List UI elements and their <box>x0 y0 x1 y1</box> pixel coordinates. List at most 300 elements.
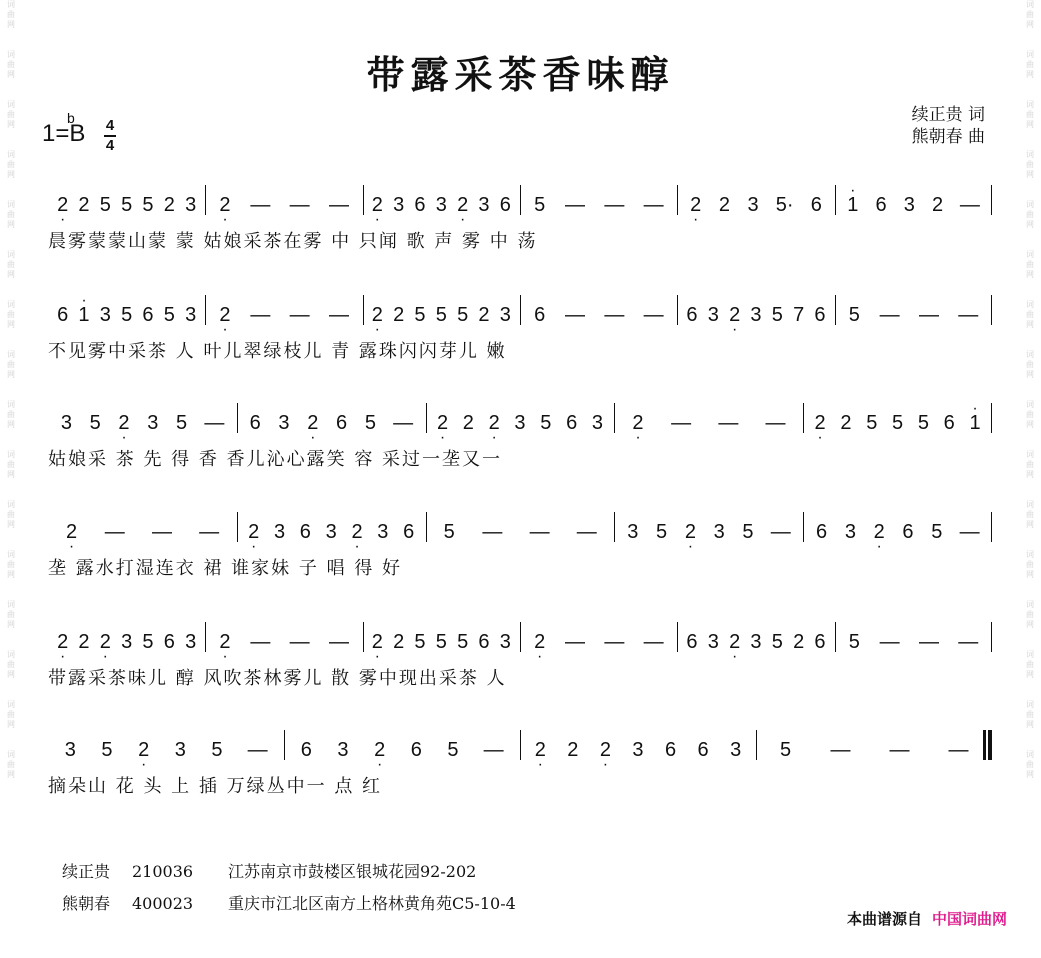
contact-row: 续正贵 210036 江苏南京市鼓楼区银城花园92-202 <box>62 862 477 881</box>
note: 6 <box>534 303 546 326</box>
note: 3 <box>713 520 725 543</box>
hold-dash: — <box>289 193 310 216</box>
watermark-text: 词 曲 网 <box>1026 350 1034 379</box>
note: 3 <box>60 411 72 434</box>
measure <box>367 295 516 335</box>
note: 3 <box>121 630 133 653</box>
score-row <box>48 403 992 470</box>
hold-dash: — <box>879 303 900 326</box>
note: 2 <box>478 303 490 326</box>
watermark-text: 词 曲 网 <box>7 300 15 329</box>
score-row <box>48 730 992 797</box>
hold-dash: — <box>643 193 664 216</box>
hold-dash: — <box>289 630 310 653</box>
barline <box>677 622 678 652</box>
measure <box>760 730 988 770</box>
watermark-text: 词 曲 网 <box>1026 250 1034 279</box>
time-signature-bottom: 4 <box>105 137 115 154</box>
measure <box>839 295 988 335</box>
flat-symbol: b <box>67 110 75 126</box>
measure <box>367 622 516 662</box>
barline <box>363 622 364 652</box>
barline <box>363 295 364 325</box>
note: 2 · <box>99 631 111 654</box>
hold-dash: — <box>289 303 310 326</box>
note: 2 · <box>729 304 741 327</box>
barline <box>991 512 992 542</box>
watermark-text: 词 曲 网 <box>7 400 15 429</box>
note: 2 · <box>690 194 702 217</box>
note: 5 <box>99 193 111 216</box>
note: 2 <box>78 630 90 653</box>
note: 2 <box>393 630 405 653</box>
note: · 1 <box>969 412 981 435</box>
barline <box>677 295 678 325</box>
hold-dash: — <box>576 520 597 543</box>
measure <box>241 403 422 443</box>
watermark-text: 词 曲 网 <box>7 150 15 179</box>
hold-dash: — <box>918 303 939 326</box>
hold-dash: — <box>250 193 271 216</box>
note: 2 · <box>534 739 546 762</box>
time-signature <box>104 118 116 154</box>
key-prefix: 1= <box>42 120 70 147</box>
watermark-text: 词 曲 网 <box>1026 50 1034 79</box>
watermark-text: 词 曲 网 <box>1026 450 1034 479</box>
note: 3 <box>278 411 290 434</box>
note: 2 · <box>632 412 644 435</box>
barline <box>205 295 206 325</box>
watermark-text: 词 曲 网 <box>7 550 15 579</box>
notation-line <box>48 622 992 662</box>
note: 6 <box>410 738 422 761</box>
note: 2 · <box>371 194 383 217</box>
barline <box>284 730 285 760</box>
note: 2 <box>393 303 405 326</box>
watermark-strip-right <box>1021 0 1039 958</box>
note: 6 <box>875 193 887 216</box>
note: 3 <box>273 520 286 543</box>
hold-dash: — <box>770 520 791 543</box>
note: 5 <box>101 738 113 761</box>
note: 3 <box>730 738 742 761</box>
hold-dash: — <box>830 738 851 761</box>
note: 2 · <box>351 521 363 544</box>
measure <box>524 622 673 662</box>
note: 6 <box>414 193 426 216</box>
hold-dash: — <box>328 630 349 653</box>
note: 3 <box>325 520 337 543</box>
note: 2 <box>793 630 805 653</box>
hold-dash: — <box>643 303 664 326</box>
watermark-text: 词 曲 网 <box>7 750 15 779</box>
watermark-text: 词 曲 网 <box>1026 150 1034 179</box>
note: 5 <box>892 411 904 434</box>
notation-line <box>48 403 992 443</box>
note: 2 · <box>729 631 741 654</box>
note: 5 <box>443 520 455 543</box>
notation-line <box>48 512 992 552</box>
note: 5 <box>848 630 860 653</box>
note: 7 <box>793 303 805 326</box>
measure <box>52 730 280 770</box>
measure <box>52 295 201 335</box>
hold-dash: — <box>765 411 786 434</box>
watermark-text: 词 曲 网 <box>7 450 15 479</box>
note: 3 <box>64 738 76 761</box>
hold-dash: — <box>564 630 585 653</box>
measure <box>430 403 611 443</box>
note: 3 <box>499 630 511 653</box>
watermark-strip-left <box>2 0 20 958</box>
barline <box>614 512 615 542</box>
note: 6 <box>566 411 578 434</box>
note: 5 <box>89 411 101 434</box>
note: 6 <box>57 303 69 326</box>
note: 6 <box>697 738 709 761</box>
watermark-text: 词 曲 网 <box>1026 700 1034 729</box>
watermark-text: 词 曲 网 <box>7 250 15 279</box>
hold-dash: — <box>643 630 664 653</box>
note: 2 · <box>371 631 383 654</box>
note: 3 <box>844 520 856 543</box>
notation-line <box>48 185 992 225</box>
watermark-text: 词 曲 网 <box>7 100 15 129</box>
watermark-text: 词 曲 网 <box>1026 600 1034 629</box>
barline <box>756 730 757 760</box>
source-site-link[interactable]: 中国词曲网 <box>931 910 1007 928</box>
measure <box>618 403 799 443</box>
measure <box>430 512 611 552</box>
lyric-line: 垄 露水打湿连衣 裙 谁家妹 子 唱 得 好 <box>48 558 403 579</box>
barline <box>991 295 992 325</box>
measure <box>807 512 988 552</box>
score-row <box>48 512 992 579</box>
barline <box>520 730 521 760</box>
note: 5 <box>414 303 426 326</box>
score-row <box>48 185 992 252</box>
watermark-text: 词 曲 网 <box>7 500 15 529</box>
hold-dash: — <box>393 411 414 434</box>
note: 2 · <box>219 304 231 327</box>
note: 2 <box>163 193 175 216</box>
hold-dash: — <box>151 520 172 543</box>
measure <box>524 295 673 335</box>
lyric-line: 晨雾蒙蒙山蒙 蒙 姑娘采茶在雾 中 只闻 歌 声 雾 中 荡 <box>48 231 538 252</box>
note: 5 <box>163 303 175 326</box>
note: 6 <box>499 193 511 216</box>
note: 3 <box>707 303 719 326</box>
barline <box>205 622 206 652</box>
watermark-text: 词 曲 网 <box>7 600 15 629</box>
note: 5 <box>364 411 376 434</box>
note: 2 · <box>307 412 319 435</box>
watermark-text: 词 曲 网 <box>1026 500 1034 529</box>
note: 2 · <box>57 631 69 654</box>
note: 6 <box>299 520 311 543</box>
barline <box>237 403 238 433</box>
barline <box>677 185 678 215</box>
measure <box>681 185 830 225</box>
hold-dash: — <box>564 193 585 216</box>
measure <box>52 622 201 662</box>
note: 2 <box>718 193 730 216</box>
note: 2 · <box>66 521 78 544</box>
barline <box>520 295 521 325</box>
hold-dash: — <box>958 303 979 326</box>
hold-dash: — <box>671 411 692 434</box>
note: 5 <box>917 411 929 434</box>
note: 3 <box>185 193 197 216</box>
watermark-text: 词 曲 网 <box>1026 0 1034 29</box>
note: 5 <box>121 193 133 216</box>
contact-row: 熊朝春 400023 重庆市江北区南方上格林黄角苑C5-10-4 <box>62 894 516 913</box>
note: 2 <box>567 738 579 761</box>
note: 6 <box>814 630 826 653</box>
note: 5 <box>121 303 133 326</box>
watermark-text: 词 曲 网 <box>7 350 15 379</box>
note: 6 <box>478 630 490 653</box>
watermark-text: 词 曲 网 <box>1026 100 1034 129</box>
barline <box>520 185 521 215</box>
measure <box>618 512 799 552</box>
watermark-text: 词 曲 网 <box>7 650 15 679</box>
note: 6 <box>814 303 826 326</box>
note: 2 · <box>374 739 386 762</box>
hold-dash: — <box>959 193 980 216</box>
score-row <box>48 295 992 362</box>
note: 2 · <box>57 194 69 217</box>
hold-dash: — <box>482 520 503 543</box>
note: 6 <box>943 411 955 434</box>
note: 5 <box>435 303 447 326</box>
barline <box>835 622 836 652</box>
lyricist-credit: 续正贵 词 <box>911 105 985 125</box>
lyric-line: 带露采茶味儿 醇 风吹茶林雾儿 散 雾中现出采茶 人 <box>48 668 507 689</box>
hold-dash: — <box>604 630 625 653</box>
hold-dash: — <box>204 411 225 434</box>
notation-line <box>48 295 992 335</box>
measure <box>367 185 516 225</box>
notation-line <box>48 730 992 770</box>
measure <box>839 622 988 662</box>
note: 3 <box>174 738 186 761</box>
hold-dash: — <box>328 303 349 326</box>
barline <box>991 403 992 433</box>
barline <box>426 512 427 542</box>
note: 3 <box>478 193 490 216</box>
note: 5 <box>142 630 154 653</box>
barline <box>614 403 615 433</box>
watermark-text: 词 曲 网 <box>7 0 15 29</box>
measure <box>209 295 358 335</box>
note: 5 <box>414 630 426 653</box>
note: 2 · <box>219 194 231 217</box>
hold-dash: — <box>483 738 504 761</box>
hold-dash: — <box>604 303 625 326</box>
note: 2 · <box>138 739 150 762</box>
watermark-text: 词 曲 网 <box>1026 650 1034 679</box>
note: 3 <box>499 303 511 326</box>
watermark-text: 词 曲 网 <box>7 50 15 79</box>
measure <box>209 185 358 225</box>
lyric-line: 姑娘采 茶 先 得 香 香儿沁心露笑 容 采过一垄又一 <box>48 449 503 470</box>
barline <box>803 403 804 433</box>
watermark-text: 词 曲 网 <box>7 700 15 729</box>
note: 2 · <box>248 521 260 544</box>
note: 3 <box>632 738 644 761</box>
note: 2 · <box>814 412 826 435</box>
note: 5 <box>447 738 459 761</box>
note: 6 <box>300 738 312 761</box>
lyric-line: 不见雾中采茶 人 叶儿翠绿枝儿 青 露珠闪闪芽儿 嫩 <box>48 341 507 362</box>
barline <box>991 185 992 215</box>
watermark-text: 词 曲 网 <box>1026 300 1034 329</box>
note: 3 <box>750 303 762 326</box>
note: 3 <box>591 411 604 434</box>
note: 3 <box>707 630 719 653</box>
note: 5 <box>742 520 754 543</box>
note: 6 <box>249 411 261 434</box>
measure <box>52 185 201 225</box>
note: 3 <box>377 520 389 543</box>
note: 5 <box>656 520 668 543</box>
note: 5 <box>435 630 447 653</box>
note: 2 <box>78 193 90 216</box>
measure <box>524 185 673 225</box>
barline <box>426 403 427 433</box>
final-barline <box>986 730 992 760</box>
barline <box>835 295 836 325</box>
hold-dash: — <box>604 193 625 216</box>
note: 6 <box>664 738 677 761</box>
watermark-text: 词 曲 网 <box>1026 200 1034 229</box>
measure <box>807 403 988 443</box>
source-note: 本曲谱源自 中国词曲网 <box>846 910 1007 928</box>
hold-dash: — <box>959 520 980 543</box>
note: 5 <box>779 738 792 761</box>
note: 3 <box>747 193 759 216</box>
note: 3 <box>393 193 405 216</box>
note: 3 <box>337 738 349 761</box>
note: 3 <box>147 411 159 434</box>
barline <box>237 512 238 542</box>
barline <box>835 185 836 215</box>
measure <box>288 730 516 770</box>
hold-dash: — <box>918 630 939 653</box>
note: 2 · <box>488 412 500 435</box>
measure <box>52 403 233 443</box>
note: 5 <box>457 630 469 653</box>
measure <box>681 622 830 662</box>
note: 5 <box>931 520 943 543</box>
hold-dash: — <box>328 193 349 216</box>
note: 3 <box>185 303 197 326</box>
measure <box>209 622 358 662</box>
measure <box>241 512 422 552</box>
note: 3 <box>99 303 111 326</box>
hold-dash: — <box>879 630 900 653</box>
contact-block <box>62 856 516 920</box>
credits <box>912 104 985 148</box>
note: 5 <box>540 411 552 434</box>
measure <box>52 512 233 552</box>
note: 3 <box>185 630 197 653</box>
note: · 1 <box>78 304 90 327</box>
lyric-line: 摘朵山 花 头 上 插 万绿丛中一 点 红 <box>48 776 383 797</box>
note: · 1 <box>847 194 859 217</box>
note: 5 <box>771 630 783 653</box>
note: 6 <box>810 193 822 216</box>
note: 2 · <box>684 521 696 544</box>
note: 2 <box>840 411 852 434</box>
note: 2 · <box>599 739 611 762</box>
note: 2 <box>932 193 944 216</box>
note: 6 <box>403 520 415 543</box>
measure <box>839 185 988 225</box>
note: 3 <box>514 411 526 434</box>
note: 3 <box>435 193 447 216</box>
note: 2 <box>462 411 474 434</box>
hold-dash: — <box>529 520 550 543</box>
note: 2 · <box>873 521 885 544</box>
barline <box>520 622 521 652</box>
note: 6 <box>163 630 175 653</box>
note: 5 <box>211 738 223 761</box>
note: 2 · <box>371 304 383 327</box>
note: 6 <box>142 303 154 326</box>
barline <box>991 622 992 652</box>
watermark-text: 词 曲 网 <box>1026 750 1034 779</box>
note: 2 · <box>219 631 231 654</box>
note: 3 <box>903 193 915 216</box>
hold-dash: — <box>250 630 271 653</box>
note: 6 <box>336 411 348 434</box>
measure <box>681 295 830 335</box>
barline <box>363 185 364 215</box>
note: 2 · <box>457 194 469 217</box>
note: 3 <box>750 630 762 653</box>
note: 5 <box>534 193 546 216</box>
score-row <box>48 622 992 689</box>
hold-dash: — <box>958 630 979 653</box>
measure <box>524 730 752 770</box>
key-signature <box>42 110 86 148</box>
hold-dash: — <box>247 738 268 761</box>
barline <box>803 512 804 542</box>
note: 5 <box>771 303 783 326</box>
watermark-text: 词 曲 网 <box>7 200 15 229</box>
hold-dash: — <box>564 303 585 326</box>
note: 6 <box>816 520 828 543</box>
note: 2 · <box>437 412 449 435</box>
note: 6 <box>686 630 698 653</box>
time-signature-top: 4 <box>105 117 115 134</box>
key-note: B <box>69 120 86 147</box>
note: 5 <box>457 303 469 326</box>
watermark-text: 词 曲 网 <box>1026 550 1034 579</box>
note: 6 <box>686 303 698 326</box>
note: 5· <box>775 193 794 216</box>
hold-dash: — <box>250 303 271 326</box>
note: 3 <box>627 520 639 543</box>
hold-dash: — <box>889 738 910 761</box>
hold-dash: — <box>104 520 125 543</box>
barline <box>205 185 206 215</box>
note: 5 <box>142 193 154 216</box>
hold-dash: — <box>199 520 220 543</box>
note: 5 <box>176 411 188 434</box>
